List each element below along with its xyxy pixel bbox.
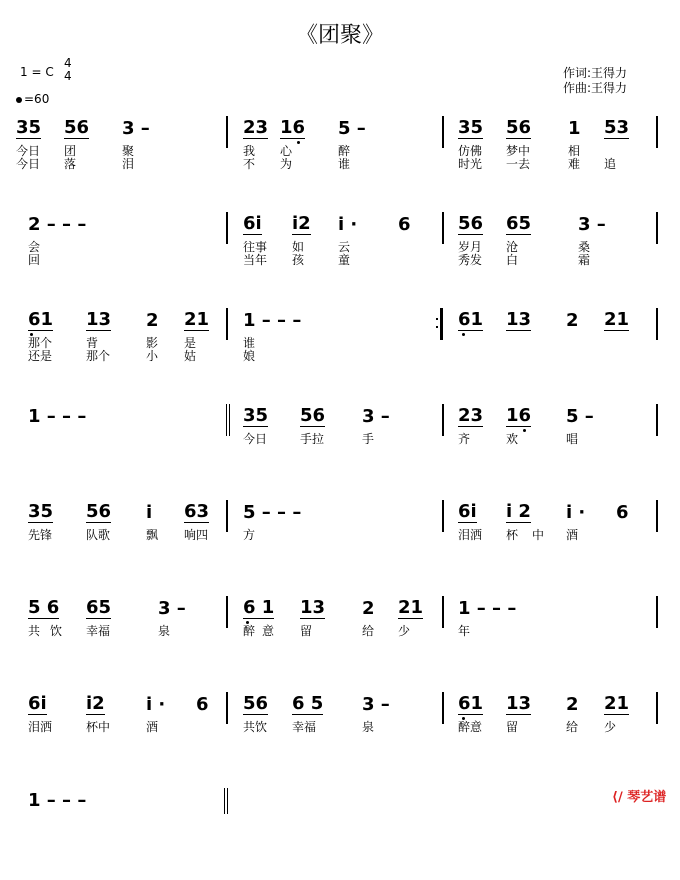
lyric: 是 (184, 336, 197, 350)
lyric: 白 (506, 253, 519, 267)
meter-bottom: 4 (64, 69, 72, 83)
barline (442, 596, 444, 628)
lyricist: 作词:王得力 (563, 66, 628, 80)
lyric: 唱 (566, 432, 579, 446)
lyric: 齐 (458, 432, 471, 446)
lyric: 酒 (566, 528, 579, 542)
composer: 作曲:王得力 (563, 81, 628, 95)
lyric: 不 (243, 157, 256, 171)
lyric: 意 (262, 624, 275, 638)
lyric: 留 (300, 624, 313, 638)
lyric: 岁月 (458, 240, 483, 254)
note-group: 35 (243, 405, 269, 426)
lyric: 影 (146, 336, 159, 350)
note-group: 6 5 (292, 693, 324, 714)
lyric: 醉 (338, 144, 351, 158)
lyric: 欢 (506, 432, 519, 446)
lyric: 团 (64, 144, 77, 158)
barline (656, 212, 658, 244)
barline (442, 116, 444, 148)
lyric: 会 (28, 240, 41, 254)
lyric: 当年 (243, 253, 268, 267)
barline (656, 116, 658, 148)
octave-dot (523, 429, 526, 432)
lyric: 追 (604, 157, 617, 171)
note-group: 3 – (578, 214, 606, 235)
time-signature (64, 57, 72, 83)
barline (226, 500, 228, 532)
note-group: 56 (458, 213, 484, 234)
lyric: 背 (86, 336, 99, 350)
repeat-start-sign (436, 308, 446, 340)
lyric: 梦中 (506, 144, 531, 158)
lyric: 桑 (578, 240, 591, 254)
note-group: 3 – (158, 598, 186, 619)
lyric: 饮 (50, 624, 63, 638)
lyric: 共 (28, 624, 41, 638)
note-group: 2 (566, 310, 579, 331)
barline (442, 212, 444, 244)
system-3 (0, 310, 680, 400)
note-group: 6 (398, 214, 411, 235)
lyric: 谁 (338, 157, 351, 171)
note-group: 53 (604, 117, 630, 138)
lyric: 霜 (578, 253, 591, 267)
final-double-barline (224, 788, 228, 814)
watermark-logo (612, 786, 666, 805)
lyric: 相 (568, 144, 581, 158)
note-group: 61 (28, 309, 54, 330)
lyric: 聚 (122, 144, 135, 158)
note-group: 6i (458, 501, 477, 522)
note-group: 65 (86, 597, 112, 618)
barline (656, 692, 658, 724)
lyric: 醉意 (458, 720, 483, 734)
barline (226, 116, 228, 148)
system-8 (0, 790, 680, 880)
lyric: 一去 (506, 157, 531, 171)
note-group: 6 (196, 694, 209, 715)
lyric: 杯中 (86, 720, 111, 734)
system-6 (0, 598, 680, 688)
note-group: 2 (146, 310, 159, 331)
lyric: 泪 (122, 157, 135, 171)
note-group: 56 (86, 501, 112, 522)
lyric: 今日 (16, 157, 41, 171)
note-group: 6i (28, 693, 47, 714)
note-group: 3 – (362, 406, 390, 427)
note-group: 63 (184, 501, 210, 522)
lyric: 给 (566, 720, 579, 734)
note-group: 2 (362, 598, 375, 619)
note-group: 5 – (566, 406, 594, 427)
note-group: i (146, 502, 153, 523)
barline (226, 308, 228, 340)
lyric: 如 (292, 240, 305, 254)
note-group: 21 (184, 309, 210, 330)
lyric: 难 (568, 157, 581, 171)
lyric: 泉 (362, 720, 375, 734)
lyric: 少 (604, 720, 617, 734)
note-group: i · (146, 694, 166, 715)
note-group: 2 – – – (28, 214, 87, 235)
note-group: 65 (506, 213, 532, 234)
lyric: 泪洒 (28, 720, 53, 734)
barline (656, 404, 658, 436)
note-group: 35 (16, 117, 42, 138)
lyric: 手拉 (300, 432, 325, 446)
lyric: 秀发 (458, 253, 483, 267)
octave-dot (297, 141, 300, 144)
barline (226, 212, 228, 244)
note-group: 16 (506, 405, 532, 426)
note-group: 56 (300, 405, 326, 426)
lyric: 孩 (292, 253, 305, 267)
double-barline (226, 404, 230, 436)
note-group: 5 – – – (243, 502, 302, 523)
barline (226, 596, 228, 628)
song-title: 《团聚》 (295, 23, 384, 48)
lyric: 回 (28, 253, 41, 267)
lyric: 醉 (243, 624, 256, 638)
lyric: 今日 (16, 144, 41, 158)
note-group: 61 (458, 309, 484, 330)
note-group: 21 (604, 309, 630, 330)
lyric: 幸福 (86, 624, 111, 638)
lyric: 云 (338, 240, 351, 254)
lyric: 心 (280, 144, 293, 158)
note-group: 1 (568, 118, 581, 139)
lyric: 方 (243, 528, 256, 542)
lyric: 小 (146, 349, 159, 363)
meter-top: 4 (64, 56, 72, 70)
note-group: 21 (604, 693, 630, 714)
lyric: 仿佛 (458, 144, 483, 158)
note-group: 6i (243, 213, 262, 234)
logo-icon: ⟨∕ (612, 790, 623, 805)
note-group: i · (338, 214, 358, 235)
note-group: 3 – (122, 118, 150, 139)
barline (656, 308, 658, 340)
note-group: 56 (243, 693, 269, 714)
lyric: 泉 (158, 624, 171, 638)
note-group: 56 (506, 117, 532, 138)
system-2 (0, 214, 680, 304)
lyric: 我 (243, 144, 256, 158)
lyric: 泪洒 (458, 528, 483, 542)
note-group: 16 (280, 117, 306, 138)
lyric: 落 (64, 157, 77, 171)
barline (656, 500, 658, 532)
system-7 (0, 694, 680, 784)
lyric: 手 (362, 432, 375, 446)
lyric: 飘 (146, 528, 159, 542)
lyric: 娘 (243, 349, 256, 363)
lyric: 童 (338, 253, 351, 267)
lyric: 往事 (243, 240, 268, 254)
note-group: 1 – – – (28, 406, 87, 427)
note-group: 13 (506, 309, 532, 330)
lyric: 时光 (458, 157, 483, 171)
octave-dot (462, 333, 465, 336)
barline (442, 692, 444, 724)
lyric: 酒 (146, 720, 159, 734)
barline (442, 500, 444, 532)
tempo-value: =60 (24, 92, 50, 106)
note-group: 6 1 (243, 597, 275, 618)
lyric: 还是 (28, 349, 53, 363)
lyric: 留 (506, 720, 519, 734)
lyric: 沧 (506, 240, 519, 254)
note-group: 61 (458, 693, 484, 714)
lyric: 幸福 (292, 720, 317, 734)
note-group: i 2 (506, 501, 531, 522)
system-5 (0, 502, 680, 592)
lyric: 中 (532, 528, 545, 542)
lyric: 杯 (506, 528, 519, 542)
lyric: 谁 (243, 336, 256, 350)
note-group: 13 (300, 597, 326, 618)
note-group: 35 (28, 501, 54, 522)
key-signature: 1 = C (20, 65, 54, 79)
note-group: 2 (566, 694, 579, 715)
watermark-text: 琴艺谱 (627, 790, 667, 805)
note-group: 21 (398, 597, 424, 618)
note-group: 56 (64, 117, 90, 138)
barline (442, 404, 444, 436)
lyric: 那个 (86, 349, 111, 363)
lyric: 给 (362, 624, 375, 638)
barline (656, 596, 658, 628)
note-group: i2 (292, 213, 311, 234)
note-group: 5 6 (28, 597, 60, 618)
barline (226, 692, 228, 724)
system-1 (0, 118, 680, 208)
note-group: 3 – (362, 694, 390, 715)
note-group: 23 (458, 405, 484, 426)
lyric: 年 (458, 624, 471, 638)
note-group: 13 (86, 309, 112, 330)
credits (563, 66, 627, 96)
lyric: 那个 (28, 336, 53, 350)
quarter-note-icon (16, 97, 22, 103)
lyric: 少 (398, 624, 411, 638)
note-group: i · (566, 502, 586, 523)
lyric: 响四 (184, 528, 209, 542)
lyric: 为 (280, 157, 293, 171)
note-group: 1 – – – (28, 790, 87, 811)
note-group: 35 (458, 117, 484, 138)
note-group: 13 (506, 693, 532, 714)
note-group: 23 (243, 117, 269, 138)
note-group: i2 (86, 693, 105, 714)
note-group: 5 – (338, 118, 366, 139)
system-4 (0, 406, 680, 496)
note-group: 1 – – – (458, 598, 517, 619)
lyric: 今日 (243, 432, 268, 446)
lyric: 姑 (184, 349, 197, 363)
note-group: 6 (616, 502, 629, 523)
lyric: 队歌 (86, 528, 111, 542)
note-group: 1 – – – (243, 310, 302, 331)
lyric: 共饮 (243, 720, 268, 734)
tempo-marking (16, 92, 49, 106)
lyric: 先锋 (28, 528, 53, 542)
